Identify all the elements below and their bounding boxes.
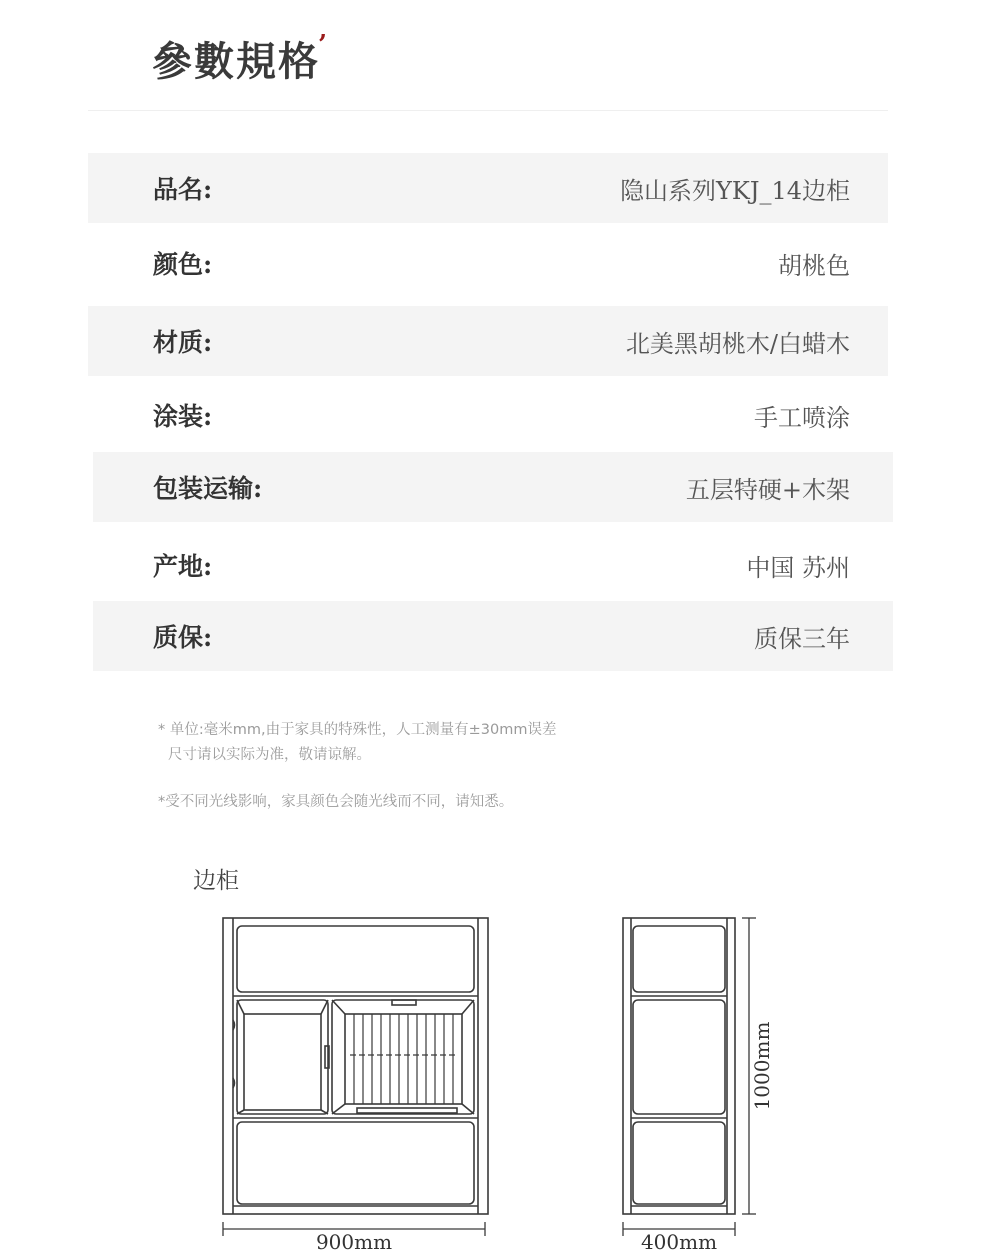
spec-label: 包装运输:: [153, 474, 263, 503]
spec-label: 颜色:: [153, 250, 213, 279]
note-color: *受不同光线影响，家具颜色会随光线而不同，请知悉。: [158, 794, 514, 810]
dimension-lines: [223, 918, 756, 1236]
page-title-text: 參數規格: [152, 38, 320, 85]
depth-dimension-label: 400mm: [640, 1230, 718, 1250]
note-tolerance: 尺寸请以实际为准，敬请谅解。: [168, 747, 371, 763]
front-view: [223, 918, 488, 1214]
spec-value: 手工喷涂: [754, 403, 850, 432]
spec-value: 隐山系列YKJ_14边柜: [620, 176, 850, 205]
spec-value: 质保三年: [754, 624, 850, 653]
height-dimension-label: 1000mm: [750, 1021, 774, 1111]
spec-value: 中国 苏州: [746, 553, 850, 582]
spec-label: 产地:: [153, 552, 213, 581]
title-accent-mark: ’: [318, 30, 330, 60]
spec-value: 胡桃色: [778, 251, 850, 280]
spec-value: 北美黑胡桃木/白蜡木: [625, 329, 850, 358]
front-door-slats: [350, 1014, 458, 1104]
spec-label: 质保:: [153, 623, 213, 652]
side-view: [623, 918, 735, 1214]
note-units: * 单位:毫米mm,由于家具的特殊性，人工测量有±30mm误差: [158, 722, 557, 738]
drawing-title: 边柜: [193, 868, 239, 894]
spec-label: 材质:: [153, 328, 213, 357]
spec-label: 涂装:: [153, 402, 213, 431]
spec-value: 五层特硬+木架: [685, 475, 850, 504]
width-dimension-label: 900mm: [315, 1230, 393, 1250]
spec-label: 品名:: [153, 175, 213, 204]
